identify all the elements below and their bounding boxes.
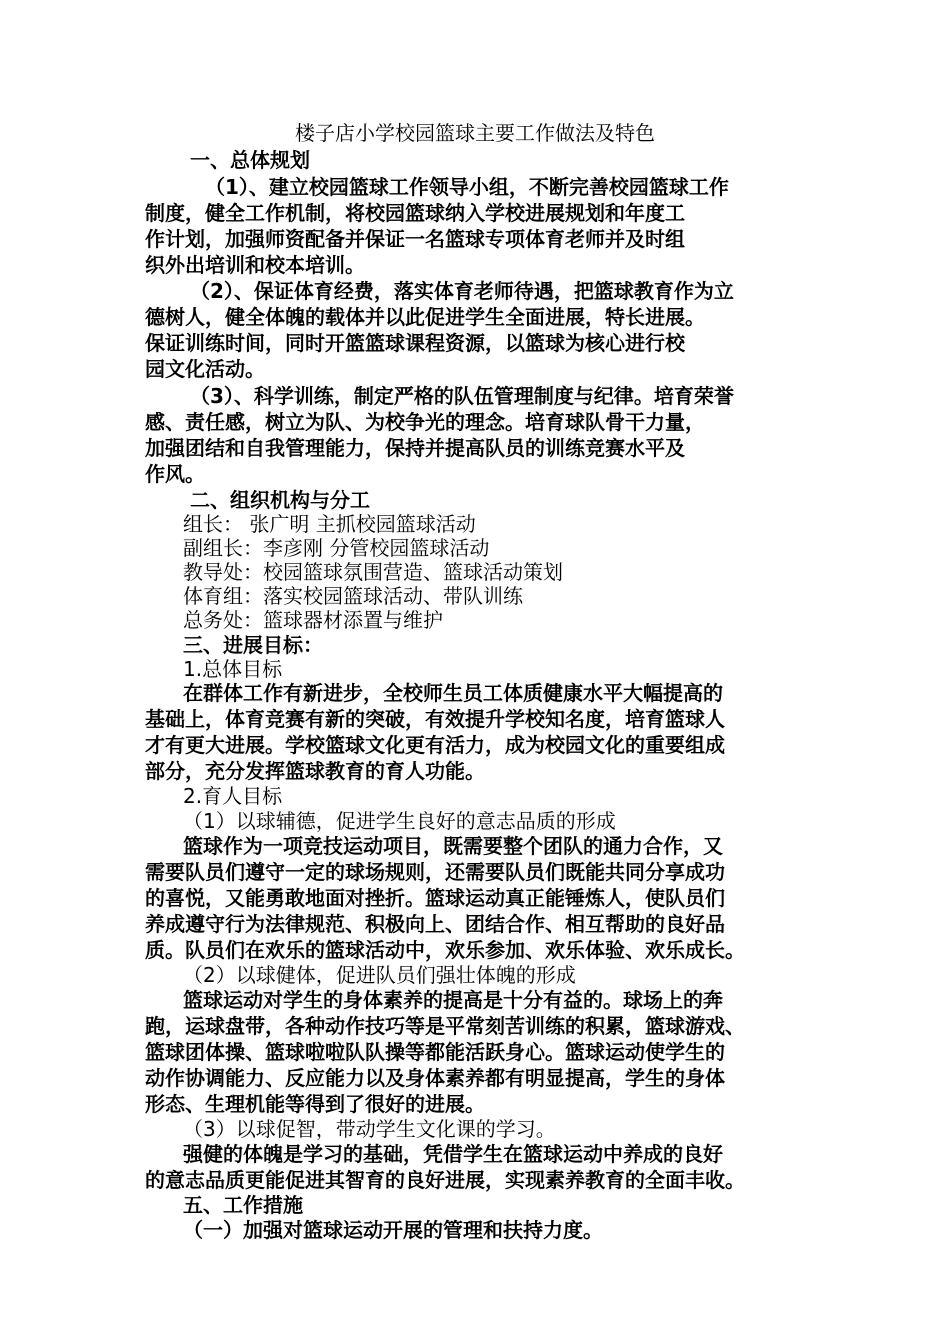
body-line: 园文化活动。 — [145, 357, 265, 381]
org-line: 总务处：篮球器材添置与维护 — [183, 608, 443, 632]
body-line: （3）、科学训练，制定严格的队伍管理制度与纪律。培育荣誉 — [190, 384, 734, 408]
body-line: 需要队员们遵守一定的球场规则，还需要队员们既能共同分享成功 — [145, 860, 725, 884]
org-line: 体育组：落实校园篮球活动、带队训练 — [183, 584, 523, 608]
body-line: 在群体工作有新进步，全校师生员工体质健康水平大幅提高的 — [183, 681, 723, 705]
org-line: 副组长：李彦刚 分管校园篮球活动 — [183, 536, 490, 560]
body-line: 动作协调能力、反应能力以及身体素养都有明显提高，学生的身体 — [145, 1066, 725, 1090]
body-line: 强健的体魄是学习的基础，凭借学生在篮球运动中养成的良好 — [183, 1142, 723, 1166]
body-line: 篮球作为一项竞技运动项目，既需要整个团队的通力合作，又 — [183, 834, 723, 858]
subheading-item-3: （3）以球促智，带动学生文化课的学习。 — [183, 1117, 556, 1141]
subheading-item-1: （1）以球辅德，促进学生良好的意志品质的形成 — [183, 809, 616, 833]
subheading-overall-goal: 1.总体目标 — [183, 657, 283, 681]
heading-measures: 五、工作措施 — [183, 1193, 303, 1217]
org-line: 组长： 张广明 主抓校园篮球活动 — [183, 512, 476, 536]
body-line: 的意志品质更能促进其智育的良好进展，实现素养教育的全面丰收。 — [145, 1168, 745, 1192]
body-line: （一）加强对篮球运动开展的管理和扶持力度。 — [183, 1218, 603, 1242]
body-line: 篮球运动对学生的身体素养的提高是十分有益的。球场上的奔 — [183, 988, 723, 1012]
body-line: 织外出培训和校本培训。 — [145, 253, 365, 277]
body-line: 加强团结和自我管理能力，保持并提高队员的训练竞赛水平及 — [145, 436, 685, 460]
heading-goals: 三、进展目标： — [183, 633, 323, 657]
body-line: 制度，健全工作机制，将校园篮球纳入学校进展规划和年度工 — [145, 201, 685, 225]
body-line: 养成遵守行为法律规范、积极向上、团结合作、相互帮助的良好品 — [145, 912, 725, 936]
org-line: 教导处：校园篮球氛围营造、篮球活动策划 — [183, 560, 563, 584]
body-line: 的喜悦，又能勇敢地面对挫折。篮球运动真正能锤炼人，使队员们 — [145, 886, 725, 910]
body-line: 部分，充分发挥篮球教育的育人功能。 — [145, 759, 485, 783]
body-line: 感、责任感，树立为队、为校争光的理念。培育球队骨干力量， — [145, 410, 705, 434]
heading-organization: 二、组织机构与分工 — [190, 488, 370, 512]
body-line: 作风。 — [145, 462, 205, 486]
body-line: 跑，运球盘带，各种动作技巧等是平常刻苦训练的积累，篮球游戏、 — [145, 1014, 745, 1038]
body-line: 质。队员们在欢乐的篮球活动中，欢乐参加、欢乐体验、欢乐成长。 — [145, 938, 745, 962]
body-line: （1）、建立校园篮球工作领导小组，不断完善校园篮球工作 — [205, 175, 729, 199]
document-title: 楼子店小学校园篮球主要工作做法及特色 — [295, 121, 655, 145]
body-line: 篮球团体操、篮球啦啦队队操等都能活跃身心。篮球运动使学生的 — [145, 1040, 725, 1064]
subheading-item-2: （2）以球健体，促进队员们强壮体魄的形成 — [183, 963, 576, 987]
body-line: 基础上，体育竞赛有新的突破，有效提升学校知名度，培育篮球人 — [145, 707, 725, 731]
body-line: 保证训练时间，同时开篮篮球课程资源，以篮球为核心进行校 — [145, 331, 685, 355]
body-line: 形态、生理机能等得到了很好的进展。 — [145, 1092, 485, 1116]
body-line: （2）、保证体育经费，落实体育老师待遇，把篮球教育作为立 — [190, 279, 734, 303]
body-line: 才有更大进展。学校篮球文化更有活力，成为校园文化的重要组成 — [145, 733, 725, 757]
subheading-education-goal: 2.育人目标 — [183, 784, 283, 808]
body-line: 德树人，健全体魄的载体并以此促进学生全面进展，特长进展。 — [145, 305, 705, 329]
body-line: 作计划，加强师资配备并保证一名篮球专项体育老师并及时组 — [145, 227, 685, 251]
heading-overall-plan: 一、总体规划 — [190, 148, 310, 172]
